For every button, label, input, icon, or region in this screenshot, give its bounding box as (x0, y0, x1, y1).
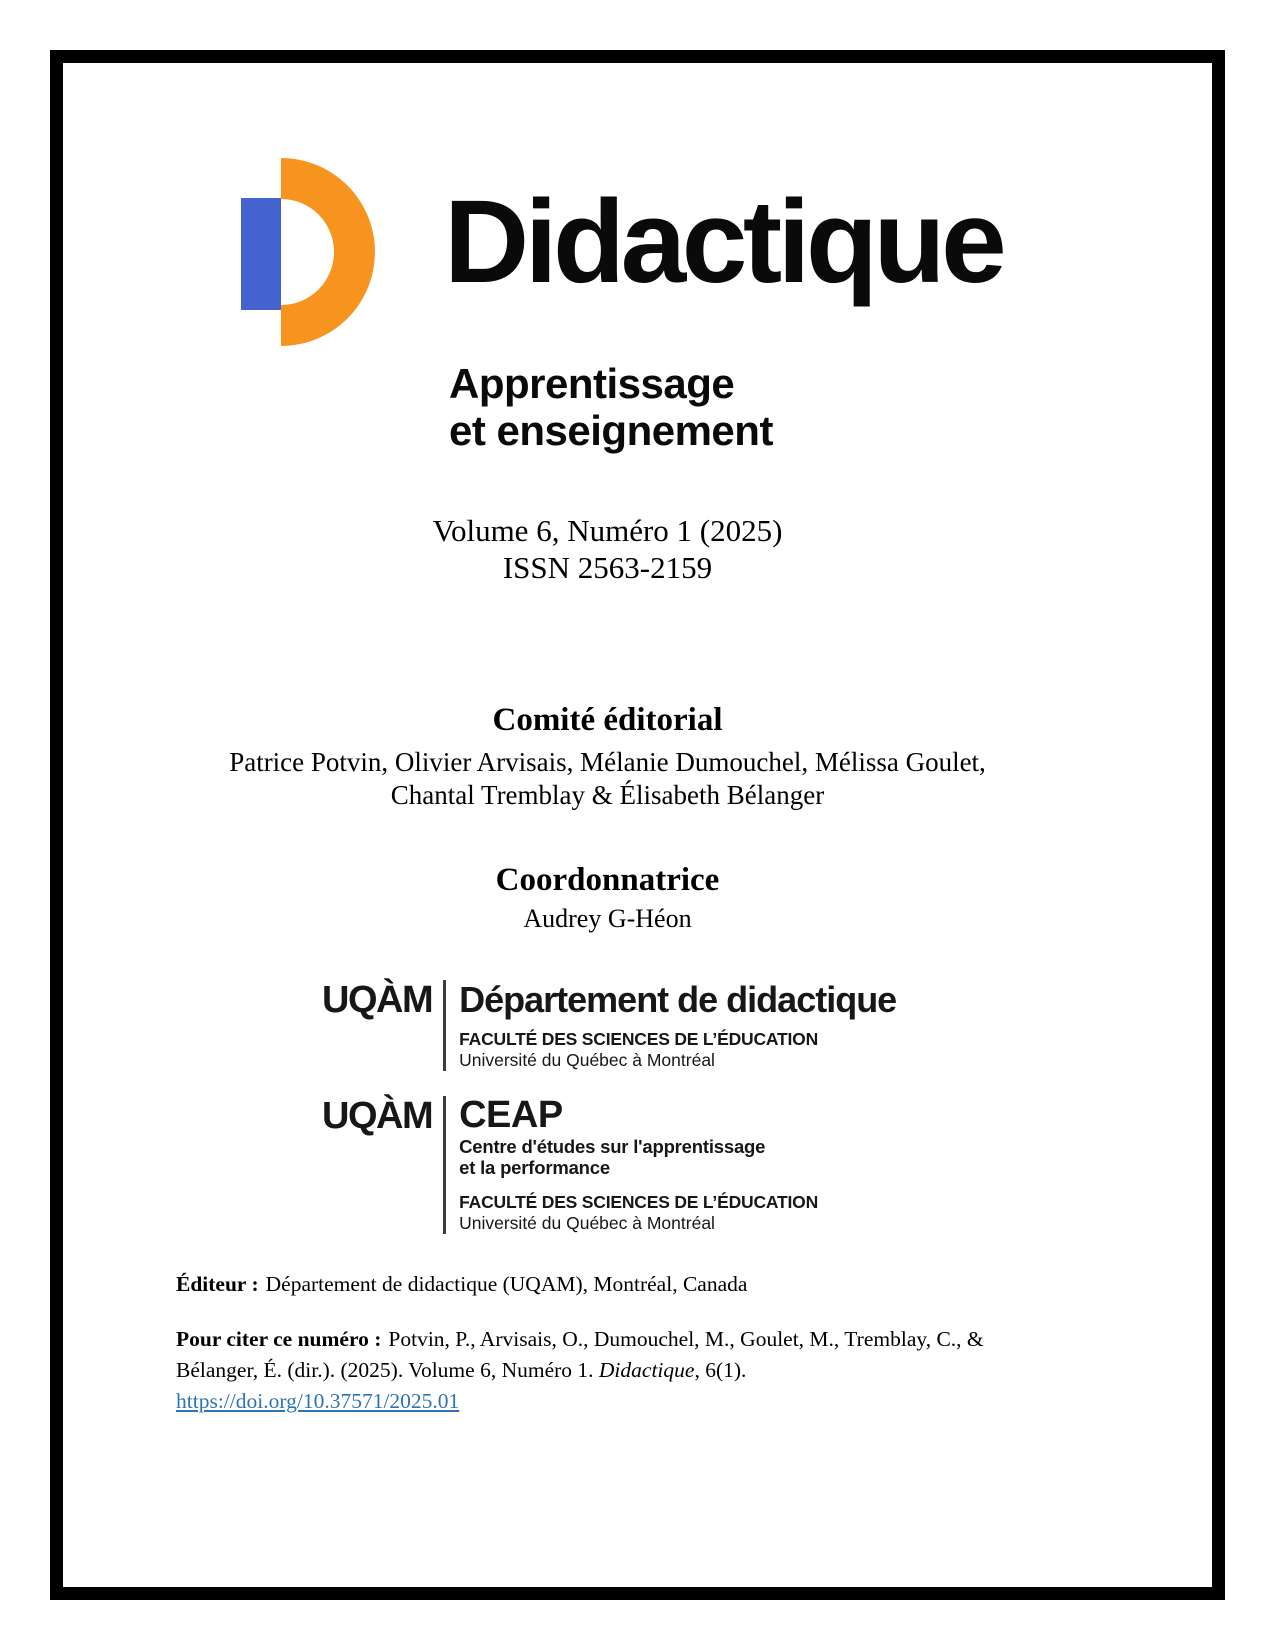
citation-authors: Potvin, P., Arvisais, O., Dumouchel, M., Goulet, M., Tremblay, C., & (388, 1327, 984, 1351)
uqam-ceap-faculty: FACULTÉ DES SCIENCES DE L’ÉDUCATION (459, 1192, 819, 1212)
citation-label: Pour citer ce numéro : (176, 1327, 382, 1351)
uqam-wordmark: UQÀM (322, 979, 433, 1021)
uqam-dept-university: Université du Québec à Montréal (459, 1050, 715, 1070)
ceap-description (459, 1136, 818, 1178)
ceap-description-line2: et la performance (459, 1157, 610, 1178)
editorial-committee-heading: Comité éditorial (492, 702, 723, 738)
uqam-ceap-logo (322, 1096, 818, 1234)
lockup-divider (443, 980, 446, 1071)
didactique-logo-icon (240, 155, 378, 349)
uqam-dept-unit-name: Département de didactique (459, 979, 897, 1020)
uqam-dept-faculty: FACULTÉ DES SCIENCES DE L’ÉDUCATION (459, 1029, 819, 1049)
editorial-names-line1: Patrice Potvin, Olivier Arvisais, Mélanie Dumouchel, Mélissa Goulet, (229, 747, 986, 777)
editorial-committee-names (100, 746, 1115, 812)
journal-subtitle-line1: Apprentissage (449, 360, 735, 407)
citation-block (176, 1324, 984, 1417)
citation-line2-post: , 6(1). (694, 1358, 747, 1382)
doi-link[interactable]: https://doi.org/10.37571/2025.01 (176, 1389, 460, 1413)
citation-line1 (176, 1324, 984, 1355)
ceap-description-line1: Centre d'études sur l'apprentissage (459, 1136, 766, 1157)
citation-journal-name: Didactique (598, 1358, 695, 1382)
journal-subtitle (449, 360, 773, 454)
coordinator-name: Audrey G-Héon (523, 904, 692, 933)
coordinator-heading: Coordonnatrice (495, 862, 720, 898)
citation-line2-pre: Bélanger, É. (dir.). (2025). Volume 6, Numéro 1. (176, 1358, 599, 1382)
logo-d-arc (281, 158, 375, 346)
ceap-acronym: CEAP (459, 1094, 563, 1136)
logo-blue-bar (241, 198, 281, 310)
journal-subtitle-line2: et enseignement (449, 407, 773, 454)
volume-number-line: Volume 6, Numéro 1 (2025) (432, 513, 783, 548)
editorial-names-line2: Chantal Tremblay & Élisabeth Bélanger (390, 780, 825, 810)
journal-title: Didactique (444, 176, 1003, 308)
publisher-line (176, 1272, 747, 1297)
issn-line: ISSN 2563-2159 (502, 550, 713, 585)
publisher-label: Éditeur : (176, 1272, 259, 1296)
uqam-departement-logo (322, 980, 896, 1071)
uqam-wordmark: UQÀM (322, 1095, 433, 1137)
uqam-ceap-university: Université du Québec à Montréal (459, 1213, 715, 1233)
citation-line2 (176, 1355, 984, 1386)
lockup-divider (443, 1096, 446, 1234)
publisher-value: Département de didactique (UQAM), Montréal, Canada (265, 1272, 748, 1296)
